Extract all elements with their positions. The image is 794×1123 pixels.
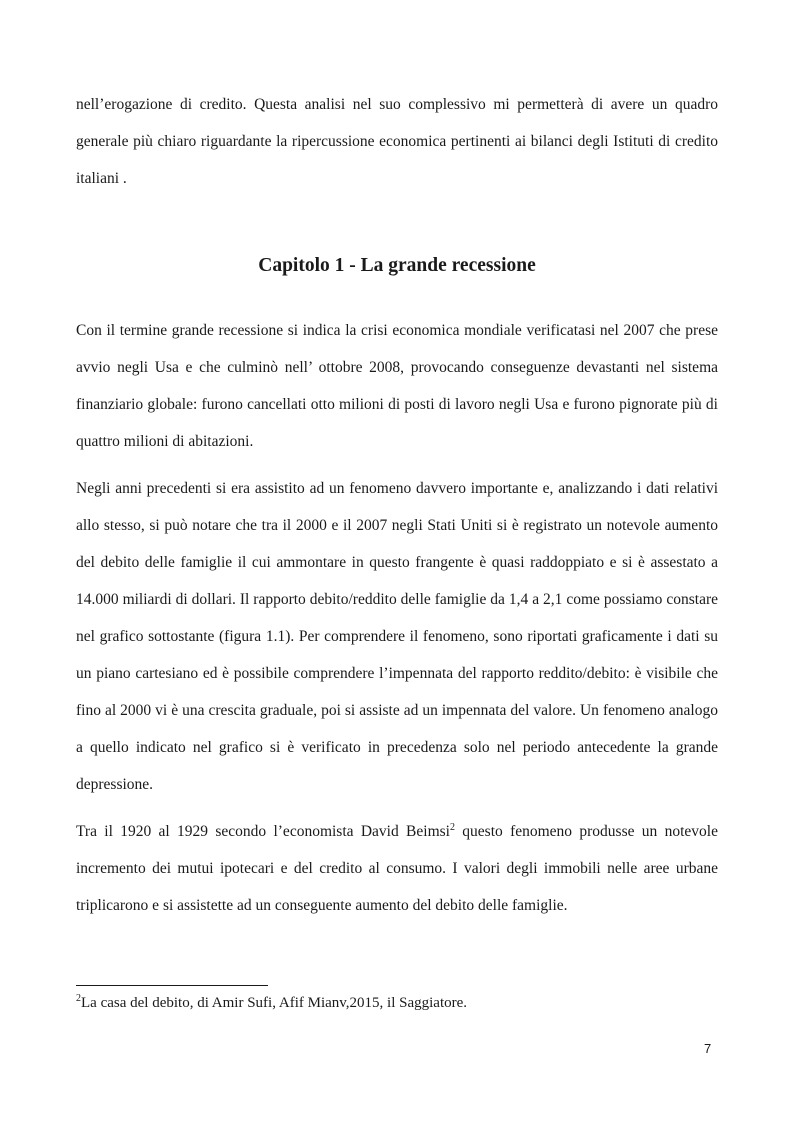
paragraph-3-text-after-reference: questo fenomeno produsse un notevole incremento dei mutui ipotecari e del credito al consumo. I valori degli immobili nelle aree urbane triplicarono e si assistette ad un conseguente aumento del debito delle famiglie.	[76, 823, 718, 914]
body-paragraph-2: Negli anni precedenti si era assistito ad un fenomeno davvero importante e, analizzando i dati relativi allo stesso, si può notare che tra il 2000 e il 2007 negli Stati Uniti si è registrato un notevole aumento del debito delle famiglie il cui ammontare in questo frangente è quasi raddoppiato e si è assestato a 14.000 miliardi di dollari. Il rapporto debito/reddito delle famiglie da 1,4 a 2,1 come possiamo constare nel grafico sottostante (figura 1.1). Per comprendere il fenomeno, sono riportati graficamente i dati su un piano cartesiano ed è possibile comprendere l’impennata del rapporto reddito/debito: è visibile che fino al 2000 vi è una crescita graduale, poi si assiste ad un impennata del valore. Un fenomeno analogo a quello indicato nel grafico si è verificato in precedenza solo nel periodo antecedente la grande depressione.	[76, 480, 718, 793]
footnote-text: La casa del debito, di Amir Sufi, Afif Mianv,2015, il Saggiatore.	[81, 995, 468, 1011]
chapter-heading: Capitolo 1 - La grande recessione	[258, 255, 536, 276]
body-paragraph-3	[76, 813, 718, 924]
footnote-reference-mark[interactable]: 2	[449, 821, 455, 833]
footnote	[76, 992, 718, 1014]
body-paragraph-1: Con il termine grande recessione si indica la crisi economica mondiale verificatasi nel 2007 che prese avvio negli Usa e che culminò nell’ ottobre 2008, provocando conseguenze devastanti nel sistema finanziario globale: furono cancellati otto milioni di posti di lavoro negli Usa e furono pignorate più di quattro milioni di abitazioni.	[76, 322, 718, 450]
footnote-mark: 2	[76, 993, 81, 1004]
page-number: 7	[704, 1041, 712, 1056]
intro-paragraph: nell’erogazione di credito. Questa analisi nel suo complessivo mi permetterà di avere un quadro generale più chiaro riguardante la ripercussione economica pertinenti ai bilanci degli Istituti di credito italiani .	[76, 96, 718, 187]
footnote-separator-rule	[76, 985, 268, 986]
document-page	[76, 0, 718, 1123]
paragraph-3-text-before-reference: Tra il 1920 al 1929 secondo l’economista David Beimsi	[76, 823, 450, 840]
